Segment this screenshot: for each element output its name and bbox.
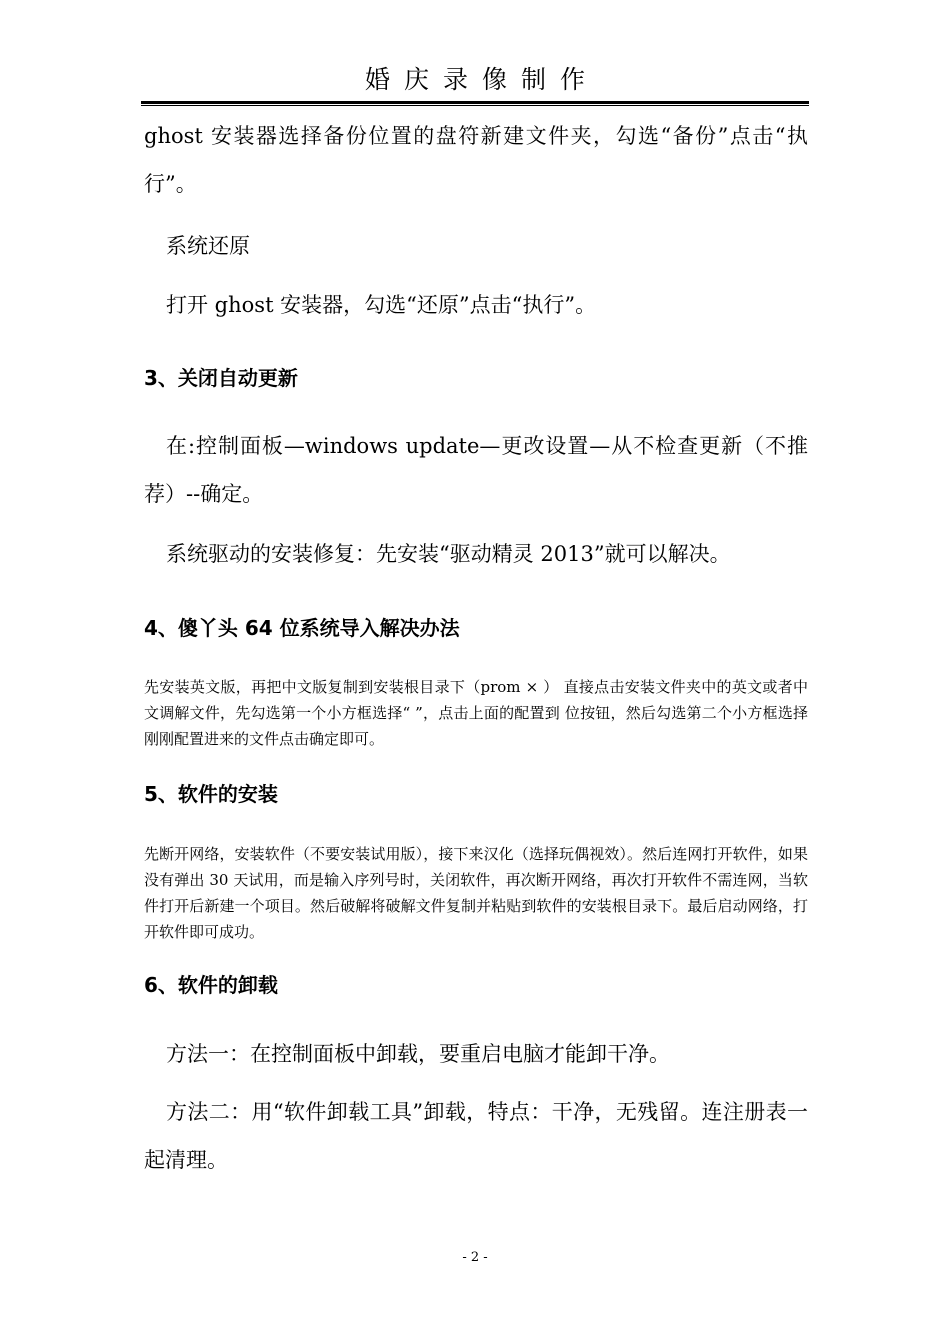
paragraph-uninstall-method-2: 方法二：用“软件卸载工具”卸载，特点：干净，无残留。连注册表一起清理。 xyxy=(144,1100,808,1172)
heading-section-4: 4、傻丫头 64 位系统导入解决办法 xyxy=(144,616,460,640)
heading-section-3: 3、关闭自动更新 xyxy=(144,366,298,390)
paragraph-system-restore-title: 系统还原 xyxy=(166,234,250,258)
paragraph-disable-update: 在:控制面板—windows update—更改设置—从不检查更新（不推荐）--确定。 xyxy=(144,434,808,506)
header-rule xyxy=(141,101,809,104)
page-number: - 2 - xyxy=(462,1250,488,1265)
page-header-title: 婚庆录像制作 xyxy=(364,65,599,94)
paragraph-uninstall-method-1: 方法一：在控制面板中卸载，要重启电脑才能卸干净。 xyxy=(166,1042,670,1066)
heading-section-6: 6、软件的卸载 xyxy=(144,973,278,997)
header-rule-thin xyxy=(141,105,809,106)
paragraph-import-solution: 先安装英文版，再把中文版复制到安装根目录下（prom × ） 直接点击安装文件夹中的英文或者中文调解文件，先勾选第一个小方框选择“ ”，点击上面的配置到 位按钮，然后勾选第二个小方框选择刚刚配置进来的文件点击确定即可。 xyxy=(144,678,808,748)
paragraph-driver-repair: 系统驱动的安装修复：先安装“驱动精灵 2013”就可以解决。 xyxy=(166,542,731,566)
paragraph-backup: ghost 安装器选择备份位置的盘符新建文件夹，勾选“备份”点击“执行”。 xyxy=(144,124,808,196)
paragraph-restore: 打开 ghost 安装器，勾选“还原”点击“执行”。 xyxy=(166,293,597,317)
heading-section-5: 5、软件的安装 xyxy=(144,782,278,806)
paragraph-software-install: 先断开网络，安装软件（不要安装试用版），接下来汉化（选择玩偶视效）。然后连网打开软件，如果没有弹出 30 天试用，而是输入序列号时，关闭软件，再次断开网络，再次打开软件不需连网，当软件打开后新建一个项目。然后破解将破解文件复制并粘贴到软件的安装根目录下。最后启动网络，打开软件即可成功。 xyxy=(144,845,808,941)
